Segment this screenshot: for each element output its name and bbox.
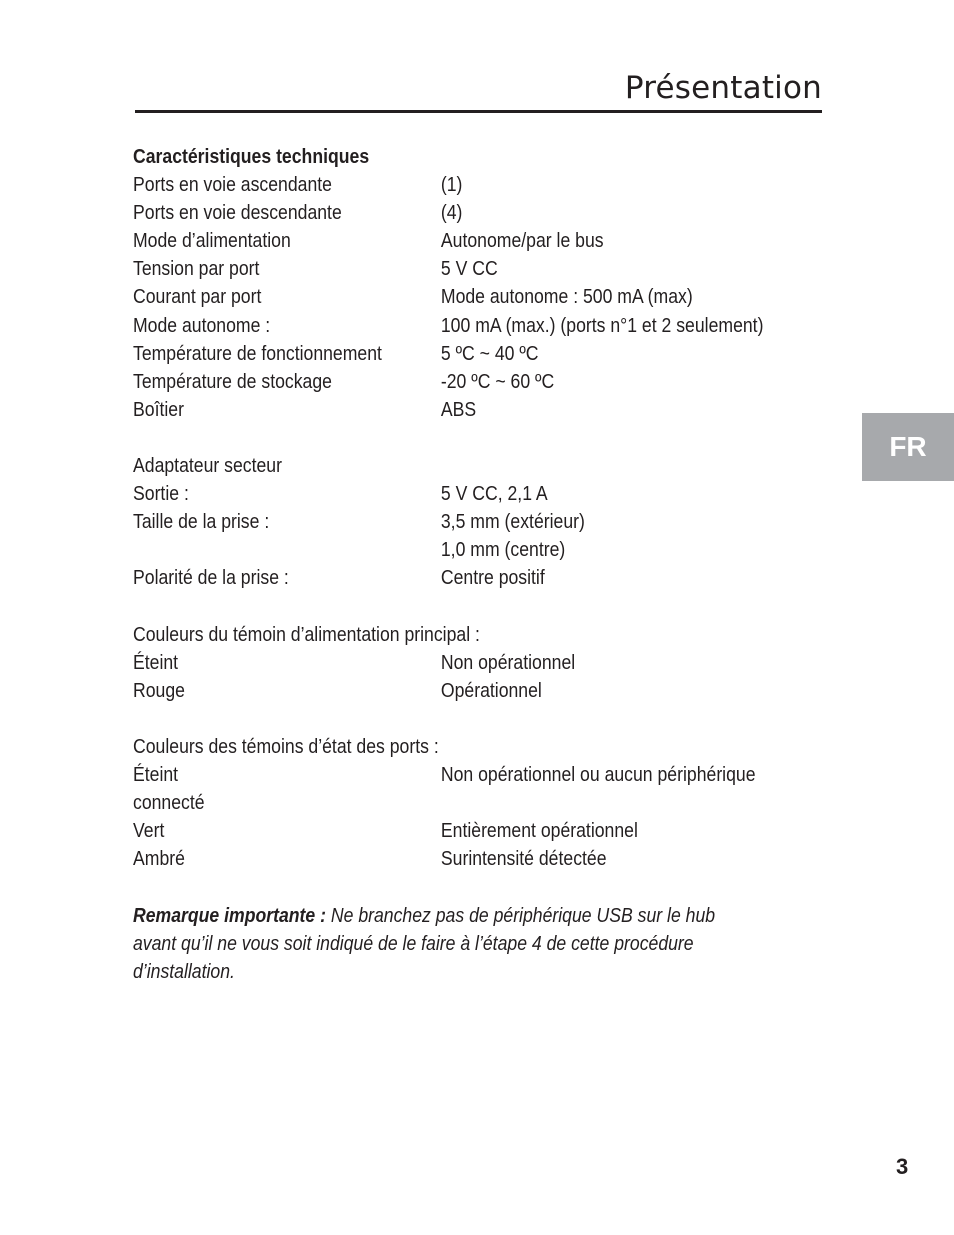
row-label	[133, 536, 441, 564]
note-lead: Remarque importante :	[133, 903, 326, 927]
table-row	[133, 649, 833, 677]
adapter-heading: Adaptateur secteur	[133, 454, 282, 478]
row-value: 3,5 mm (extérieur)	[440, 510, 585, 534]
row-value: Non opérationnel ou aucun périphérique	[440, 763, 756, 787]
row-label: Taille de la prise :	[133, 510, 270, 534]
language-tab: FR	[862, 413, 954, 481]
row-value: 5 V CC, 2,1 A	[440, 482, 548, 506]
table-row	[133, 845, 833, 873]
document-body	[133, 143, 833, 986]
row-value: 100 mA (max.) (ports n°1 et 2 seulement)	[440, 313, 764, 337]
table-row	[133, 817, 833, 845]
row-label: Température de stockage	[133, 369, 332, 393]
row-label: Éteint	[133, 650, 179, 674]
row-label: Éteint	[133, 763, 179, 787]
row-value: Autonome/par le bus	[440, 229, 604, 253]
row-value: Non opérationnel	[440, 650, 576, 674]
note-line-1: Ne branchez pas de périphérique USB sur le hub	[325, 903, 716, 927]
important-note	[133, 902, 833, 986]
row-value: Opérationnel	[440, 678, 542, 702]
page-number: 3	[896, 1154, 909, 1179]
row-value: Centre positif	[440, 566, 545, 590]
table-row	[133, 677, 833, 705]
row-label: Mode autonome :	[133, 313, 271, 337]
row-label: Boîtier	[133, 397, 184, 421]
table-row	[133, 340, 833, 368]
row-label: Rouge	[133, 678, 185, 702]
table-row	[133, 564, 833, 592]
table-row	[133, 283, 833, 311]
row-label: Ports en voie ascendante	[133, 173, 332, 197]
power-led-table	[133, 649, 833, 705]
specs-heading: Caractéristiques techniques	[133, 145, 370, 168]
row-value: Surintensité détectée	[440, 847, 607, 871]
table-row	[133, 761, 833, 789]
specs-table	[133, 171, 833, 424]
table-row	[133, 536, 833, 564]
row-value: (1)	[440, 173, 463, 197]
row-value: 5 V CC	[440, 257, 498, 281]
row-label: Courant par port	[133, 285, 262, 309]
row-label: Mode d’alimentation	[133, 229, 291, 253]
page-title: Présentation	[624, 70, 822, 106]
row-value: 1,0 mm (centre)	[440, 538, 566, 562]
row-value: Entièrement opérationnel	[440, 819, 638, 843]
table-row	[133, 255, 833, 283]
row-label: Tension par port	[133, 257, 260, 281]
table-row	[133, 368, 833, 396]
adapter-table	[133, 480, 833, 592]
table-row	[133, 508, 833, 536]
table-row	[133, 312, 833, 340]
port-led-table	[133, 761, 833, 873]
row-value: Mode autonome : 500 mA (max)	[440, 285, 693, 309]
row-value: -20 ºC ~ 60 ºC	[440, 369, 555, 393]
row-label: Sortie :	[133, 482, 189, 506]
row-label: Polarité de la prise :	[133, 566, 289, 590]
table-row	[133, 480, 833, 508]
power-led-heading: Couleurs du témoin d’alimentation principal :	[133, 622, 480, 646]
row-value: (4)	[440, 201, 463, 225]
row-value: 5 ºC ~ 40 ºC	[440, 341, 539, 365]
note-line-2: avant qu’il ne vous soit indiqué de le faire à l’étape 4 de cette procédure	[133, 931, 694, 955]
row-label: Vert	[133, 819, 165, 843]
table-row	[133, 789, 833, 817]
row-value: ABS	[440, 397, 477, 421]
port-led-heading: Couleurs des témoins d’état des ports :	[133, 734, 439, 758]
header-divider	[135, 110, 822, 113]
table-row	[133, 227, 833, 255]
row-label: Ports en voie descendante	[133, 201, 342, 225]
row-label: Ambré	[133, 847, 185, 871]
row-label: connecté	[133, 791, 205, 815]
table-row	[133, 171, 833, 199]
note-line-3: d’installation.	[133, 959, 235, 983]
row-label: Température de fonctionnement	[133, 341, 382, 365]
table-row	[133, 199, 833, 227]
table-row	[133, 396, 833, 424]
